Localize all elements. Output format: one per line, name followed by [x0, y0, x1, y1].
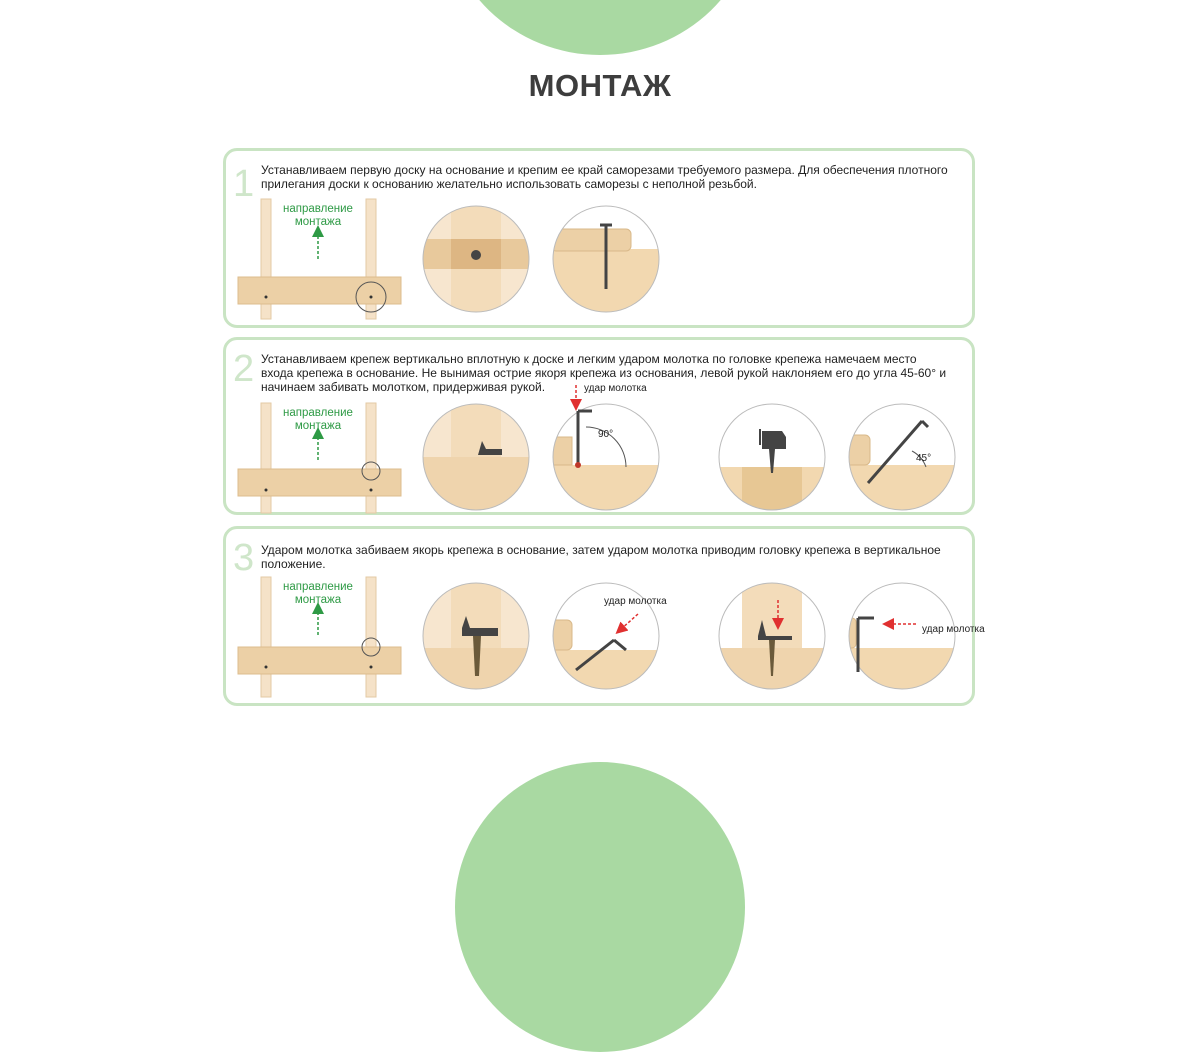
- step-2-angle-45: 45°: [916, 453, 932, 464]
- step-1-direction-label-1: направление: [283, 203, 353, 215]
- step-1-detail-screw-section: [546, 206, 666, 319]
- step-3-illustrations: [226, 529, 985, 709]
- step-2-plan-view: [238, 403, 401, 513]
- step-1-panel: [223, 148, 975, 328]
- step-3-detail-final: [842, 576, 985, 696]
- step-3-direction-label-2: монтажа: [294, 594, 342, 606]
- step-3-detail-strike: [546, 576, 667, 696]
- page-title: МОНТАЖ: [528, 68, 672, 103]
- step-1-plan-view: [238, 199, 401, 319]
- step-3-text: Ударом молотка забиваем якорь крепежа в основание, затем ударом молотка приводим головку крепежа в вертикальное положение.: [261, 543, 941, 571]
- step-2-detail-anchor: [712, 397, 832, 517]
- step-1-detail-screw-top: [416, 199, 536, 319]
- step-2-illustrations: [226, 340, 978, 518]
- step-3-hammer-callout-b: удар молотка: [922, 624, 985, 635]
- step-2-detail-fastener: [416, 397, 536, 517]
- step-2-direction-label-2: монтажа: [294, 420, 342, 432]
- step-2-number: 2: [233, 348, 255, 390]
- step-2-text: Устанавливаем крепеж вертикально вплотную к доске и легким ударом молотка по головке крепежа намечаем место входа крепежа в основание. Не вынимая острие якоря крепежа из основания, левой рукой наклоняем его до угла 45-60° и начинаем забивать молотком, придерживая рукой.: [261, 352, 947, 394]
- step-2-panel: [223, 337, 975, 515]
- step-1-illustrations: [226, 151, 978, 331]
- step-2-hammer-callout: удар молотка: [584, 383, 647, 394]
- decorative-circle-bottom: [455, 762, 745, 1052]
- step-2-angle-90: 90°: [598, 429, 614, 440]
- step-2-direction-label-1: направление: [283, 407, 353, 419]
- step-3-panel: [223, 526, 985, 706]
- step-3-plan-view: [238, 577, 401, 697]
- decorative-circle-top: [443, 0, 757, 55]
- step-2-detail-90deg: [546, 383, 666, 517]
- step-3-detail-anchor-driven: [416, 576, 536, 696]
- step-1-text: Устанавливаем первую доску на основание и крепим ее край саморезами требуемого размера. Для обеспечения плотного прилегания доски к основанию желательно использовать саморезы с неполной резьбой.: [261, 163, 948, 191]
- step-3-hammer-callout-a: удар молотка: [604, 596, 667, 607]
- step-3-detail-head-vertical: [712, 576, 832, 696]
- step-3-number: 3: [233, 537, 255, 579]
- step-3-direction-label-1: направление: [283, 581, 353, 593]
- step-2-detail-45deg: [842, 397, 962, 517]
- step-1-number: 1: [233, 163, 255, 205]
- step-1-direction-label-2: монтажа: [294, 216, 342, 228]
